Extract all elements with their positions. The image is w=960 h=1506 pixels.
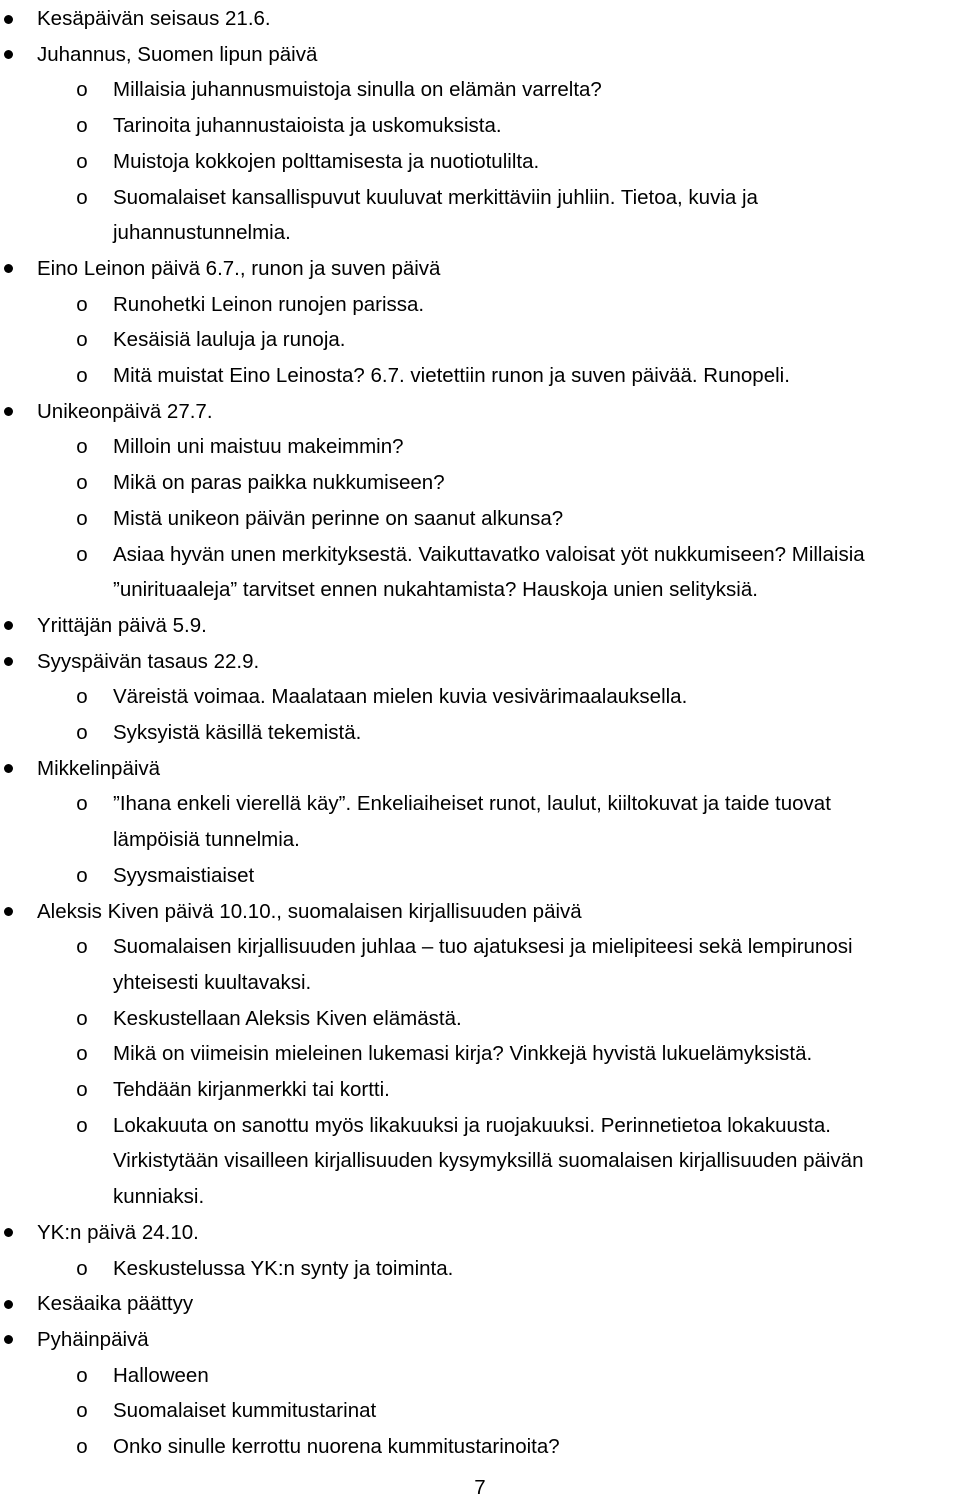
line-text: Virkistytään visailleen kirjallisuuden kysymyksillä suomalaisen kirjallisuuden päivän <box>113 1149 864 1173</box>
line-text: Syysmaistiaiset <box>113 863 255 887</box>
bullet-icon <box>4 264 13 273</box>
line-text: juhannustunnelmia. <box>113 221 291 245</box>
line-text: Väreistä voimaa. Maalataan mielen kuvia vesivärimaalauksella. <box>113 685 688 709</box>
sub-bullet-marker: o <box>76 721 88 744</box>
outline-item <box>0 37 960 73</box>
line-text: ”Ihana enkeli vierellä käy”. Enkeliaiheiset runot, laulut, kiiltokuvat ja taide tuovat <box>113 792 831 816</box>
sub-bullet-marker: o <box>76 1006 88 1030</box>
line-text: Asiaa hyvän unen merkityksestä. Vaikuttavatko valoisat yöt nukkumiseen? Millaisia <box>113 542 865 566</box>
line-text: Syyspäivän tasaus 22.9. <box>37 649 260 673</box>
sub-bullet-marker: o <box>76 114 88 138</box>
sub-bullet-marker: o <box>76 1078 88 1101</box>
line-text: Halloween <box>113 1363 209 1387</box>
line-text: YK:n päivä 24.10. <box>37 1220 199 1244</box>
line-text: Mikä on viimeisin mieleinen lukemasi kirja? Vinkkejä hyvistä lukuelämyksistä. <box>113 1042 813 1066</box>
outline-subitem-continuation <box>0 822 960 858</box>
outline-subitem <box>0 1393 960 1429</box>
line-text: Kesäpäivän seisaus 21.6. <box>37 7 271 30</box>
line-text: Mikä on paras paikka nukkumiseen? <box>113 471 445 495</box>
line-text: Suomalaiset kummitustarinat <box>113 1399 377 1423</box>
outline-subitem-continuation <box>0 215 960 251</box>
line-text: Muistoja kokkojen polttamisesta ja nuotiotulilta. <box>113 149 540 173</box>
sub-bullet-marker: o <box>76 471 88 495</box>
line-text: Runohetki Leinon runojen parissa. <box>113 292 425 316</box>
sub-bullet-marker: o <box>76 149 88 173</box>
outline-subitem <box>0 322 960 358</box>
outline-subitem <box>0 1108 960 1144</box>
line-text: Eino Leinon päivä 6.7., runon ja suven päivä <box>37 256 441 280</box>
line-text: kunniaksi. <box>113 1185 205 1209</box>
bullet-icon <box>4 907 13 916</box>
sub-bullet-marker: o <box>76 506 88 530</box>
sub-bullet-marker: o <box>76 1399 88 1423</box>
sub-bullet-marker: o <box>76 364 88 387</box>
outline-subitem-continuation <box>0 1143 960 1179</box>
line-text: Tehdään kirjanmerkki tai kortti. <box>113 1078 390 1101</box>
sub-bullet-marker: o <box>76 292 88 316</box>
bullet-icon <box>4 50 13 59</box>
line-text: Milloin uni maistuu makeimmin? <box>113 435 404 459</box>
outline-subitem-continuation <box>0 1179 960 1215</box>
line-text: Yrittäjän päivä 5.9. <box>37 613 207 637</box>
sub-bullet-marker: o <box>76 1435 88 1458</box>
outline-subitem <box>0 715 960 751</box>
outline-subitem <box>0 465 960 501</box>
outline-subitem <box>0 1001 960 1037</box>
outline-subitem <box>0 1072 960 1108</box>
line-text: Millaisia juhannusmuistoja sinulla on elämän varrelta? <box>113 78 602 102</box>
line-text: Kesäisiä lauluja ja runoja. <box>113 328 346 352</box>
page-number: 7 <box>474 1476 486 1499</box>
sub-bullet-marker: o <box>76 1363 88 1387</box>
outline-subitem <box>0 1251 960 1287</box>
line-text: Mistä unikeon päivän perinne on saanut alkunsa? <box>113 506 564 530</box>
outline-subitem <box>0 1429 960 1465</box>
outline-item <box>0 644 960 680</box>
line-text: Lokakuuta on sanottu myös likakuuksi ja ruojakuuksi. Perinnetietoa lokakuusta. <box>113 1113 831 1137</box>
outline-subitem <box>0 287 960 323</box>
outline-item <box>0 251 960 287</box>
bullet-icon <box>4 657 13 666</box>
outline-subitem-continuation <box>0 965 960 1001</box>
outline-subitem <box>0 786 960 822</box>
outline-item <box>0 1286 960 1322</box>
outline-item <box>0 1322 960 1358</box>
line-text: Syksyistä käsillä tekemistä. <box>113 721 362 744</box>
outline-subitem <box>0 858 960 894</box>
line-text: Kesäaika päättyy <box>37 1292 194 1316</box>
sub-bullet-marker: o <box>76 863 88 887</box>
bullet-icon <box>4 1228 13 1237</box>
outline-subitem <box>0 1036 960 1072</box>
outline-item <box>0 751 960 787</box>
bullet-icon <box>4 15 13 24</box>
outline-subitem <box>0 358 960 394</box>
line-text: Juhannus, Suomen lipun päivä <box>37 42 318 66</box>
line-text: lämpöisiä tunnelmia. <box>113 828 300 852</box>
outline-subitem <box>0 180 960 216</box>
bullet-icon <box>4 407 13 416</box>
sub-bullet-marker: o <box>76 792 88 816</box>
line-text: Suomalaisen kirjallisuuden juhlaa – tuo ajatuksesi ja mielipiteesi sekä lempirunosi <box>113 935 853 959</box>
line-text: yhteisesti kuultavaksi. <box>113 970 312 994</box>
bullet-icon <box>4 764 13 773</box>
outline-subitem <box>0 501 960 537</box>
outline-subitem <box>0 929 960 965</box>
line-text: Pyhäinpäivä <box>37 1327 149 1351</box>
sub-bullet-marker: o <box>76 328 88 352</box>
sub-bullet-marker: o <box>76 685 88 709</box>
outline-subitem <box>0 1358 960 1394</box>
sub-bullet-marker: o <box>76 1113 88 1137</box>
sub-bullet-marker: o <box>76 542 88 566</box>
line-text: Tarinoita juhannustaioista ja uskomuksista. <box>113 114 502 138</box>
outline-item <box>0 1 960 37</box>
outline-item <box>0 1215 960 1251</box>
sub-bullet-marker: o <box>76 435 88 459</box>
bullet-icon <box>4 621 13 630</box>
sub-bullet-marker: o <box>76 935 88 959</box>
line-text: Onko sinulle kerrottu nuorena kummitustarinoita? <box>113 1435 560 1458</box>
line-text: Suomalaiset kansallispuvut kuuluvat merkittäviin juhliin. Tietoa, kuvia ja <box>113 185 758 209</box>
outline-subitem <box>0 72 960 108</box>
outline-subitem-continuation <box>0 572 960 608</box>
line-text: ”unirituaaleja” tarvitset ennen nukahtamista? Hauskoja unien selityksiä. <box>113 578 758 602</box>
line-text: Unikeonpäivä 27.7. <box>37 399 213 423</box>
sub-bullet-marker: o <box>76 1256 88 1280</box>
outline-item <box>0 608 960 644</box>
line-text: Mitä muistat Eino Leinosta? 6.7. vietettiin runon ja suven päivää. Runopeli. <box>113 364 790 387</box>
sub-bullet-marker: o <box>76 185 88 209</box>
outline-subitem <box>0 429 960 465</box>
sub-bullet-marker: o <box>76 1042 88 1066</box>
outline-item <box>0 394 960 430</box>
outline-subitem <box>0 144 960 180</box>
outline-item <box>0 894 960 930</box>
line-text: Keskustellaan Aleksis Kiven elämästä. <box>113 1006 462 1030</box>
line-text: Keskustelussa YK:n synty ja toiminta. <box>113 1256 454 1280</box>
bullet-icon <box>4 1300 13 1309</box>
outline-subitem <box>0 679 960 715</box>
sub-bullet-marker: o <box>76 78 88 102</box>
line-text: Aleksis Kiven päivä 10.10., suomalaisen kirjallisuuden päivä <box>37 899 582 923</box>
outline-subitem <box>0 108 960 144</box>
outline-subitem <box>0 537 960 573</box>
line-text: Mikkelinpäivä <box>37 756 161 780</box>
bullet-icon <box>4 1335 13 1344</box>
